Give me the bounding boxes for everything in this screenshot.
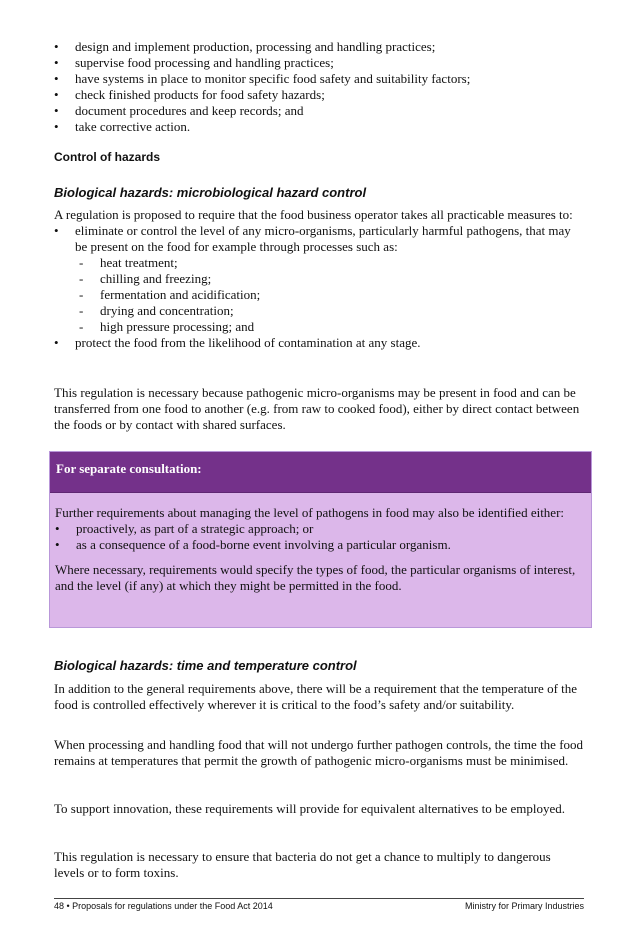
bullet-mark: • xyxy=(54,55,59,70)
micro-necessity-paragraph: This regulation is necessary because pathogenic micro-organisms may be present in food and can be transferred from one food to another (e.g. from raw to cooked food), either by direct contact between the foods or by contact with shared surfaces. xyxy=(54,385,580,432)
consultation-bullet-list xyxy=(55,521,585,553)
list-item: • proactively, as part of a strategic approach; or xyxy=(55,521,314,536)
bullet-mark: • xyxy=(54,223,59,238)
dash-mark: - xyxy=(79,303,84,318)
micro-bullet-list xyxy=(54,223,584,255)
bullet-mark: • xyxy=(54,39,59,54)
dash-mark: - xyxy=(79,287,84,302)
list-item: • supervise food processing and handling practices; xyxy=(54,55,334,70)
bullet-mark: • xyxy=(55,521,60,536)
micro-section xyxy=(54,207,584,351)
list-item: • take corrective action. xyxy=(54,119,191,134)
process-dash-list xyxy=(54,255,584,335)
list-item: • design and implement production, processing and handling practices; xyxy=(54,39,436,54)
bullet-mark: • xyxy=(54,87,59,102)
bullet-mark: • xyxy=(54,103,59,118)
list-item: - heat treatment; xyxy=(79,255,178,270)
list-item: • protect the food from the likelihood of contamination at any stage. xyxy=(54,335,421,350)
time-temp-paragraph-2: When processing and handling food that will not undergo further pathogen controls, the time the food remains at temperatures that permit the growth of pathogenic micro-organisms must be minimised. xyxy=(54,737,584,768)
list-item: • as a consequence of a food-borne event involving a particular organism. xyxy=(55,537,451,552)
time-temp-paragraph-4: This regulation is necessary to ensure that bacteria do not get a chance to multiply to dangerous levels or to form toxins. xyxy=(54,849,551,880)
subsection-heading-micro: Biological hazards: microbiological hazard control xyxy=(54,185,367,200)
bullet-mark: • xyxy=(55,537,60,552)
consultation-box-body xyxy=(55,505,585,594)
footer-left: 48 • Proposals for regulations under the Food Act 2014 xyxy=(54,901,273,911)
dash-mark: - xyxy=(79,271,84,286)
list-item: • have systems in place to monitor specific food safety and suitability factors; xyxy=(54,71,471,86)
list-item: - fermentation and acidification; xyxy=(79,287,261,302)
dash-mark: - xyxy=(79,319,84,334)
consultation-box-title: For separate consultation: xyxy=(50,452,591,493)
micro-intro: A regulation is proposed to require that the food business operator takes all practicable measures to: xyxy=(54,207,573,222)
time-temp-paragraph-1: In addition to the general requirements above, there will be a requirement that the temperature of the food is controlled effectively wherever it is critical to the food’s safety and/or suitability. xyxy=(54,681,578,712)
consultation-closing: Where necessary, requirements would specify the types of food, the particular organisms of interest, and the level (if any) at which they might be permitted in the food. xyxy=(55,562,576,593)
consultation-intro: Further requirements about managing the level of pathogens in food may also be identified either: xyxy=(55,505,565,520)
bullet-mark: • xyxy=(54,119,59,134)
micro-bullet-list-2 xyxy=(54,335,584,351)
subsection-heading-time-temp: Biological hazards: time and temperature control xyxy=(54,658,357,673)
intro-bullet-list xyxy=(54,39,584,135)
list-item: • check finished products for food safety hazards; xyxy=(54,87,325,102)
footer-divider xyxy=(54,898,584,899)
bullet-mark: • xyxy=(54,71,59,86)
list-item: • eliminate or control the level of any micro-organisms, particularly harmful pathogens, that may be present on the food for example through processes such as: xyxy=(54,223,571,254)
bullet-mark: • xyxy=(54,335,59,350)
consultation-box xyxy=(49,451,592,628)
list-item: - drying and concentration; xyxy=(79,303,234,318)
time-temp-paragraph-3: To support innovation, these requirements will provide for equivalent alternatives to be employed. xyxy=(54,801,566,816)
list-item: - high pressure processing; and xyxy=(79,319,255,334)
list-item: • document procedures and keep records; and xyxy=(54,103,304,118)
section-heading: Control of hazards xyxy=(54,150,161,164)
footer-right: Ministry for Primary Industries xyxy=(464,901,584,911)
dash-mark: - xyxy=(79,255,84,270)
list-item: - chilling and freezing; xyxy=(79,271,212,286)
